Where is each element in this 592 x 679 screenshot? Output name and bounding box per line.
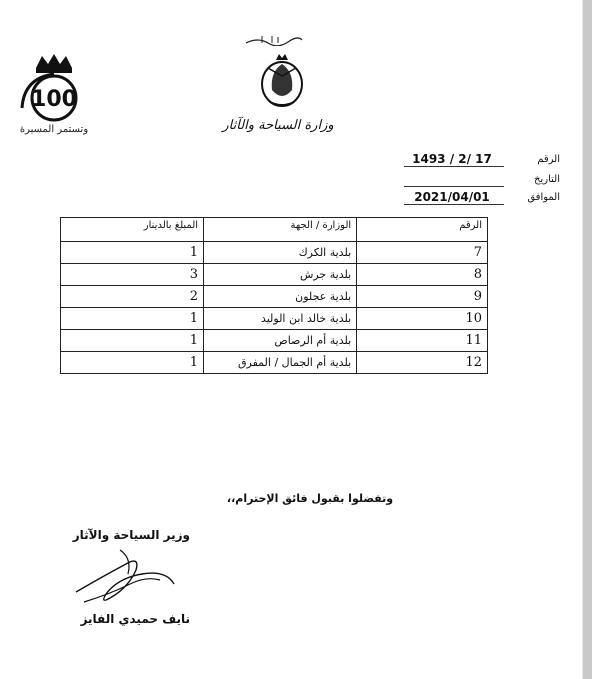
table-row bbox=[61, 330, 488, 352]
scan-edge bbox=[583, 0, 592, 679]
row-amount: 3 bbox=[61, 264, 204, 286]
row-entity: بلدية الكرك bbox=[204, 242, 357, 264]
reference-date-row bbox=[380, 172, 560, 190]
bismillah-calligraphy bbox=[244, 34, 304, 46]
row-amount: 1 bbox=[61, 242, 204, 264]
row-number: 10 bbox=[357, 308, 488, 330]
signatory-name: نايف حميدي الفايز bbox=[80, 612, 190, 626]
header-amount: المبلغ بالدينار bbox=[61, 218, 204, 242]
row-amount: 2 bbox=[61, 286, 204, 308]
reference-date-line bbox=[404, 186, 504, 187]
row-amount: 1 bbox=[61, 352, 204, 374]
table-row bbox=[61, 352, 488, 374]
reference-number-row bbox=[380, 152, 560, 170]
reference-corresponding-value: 2021/04/01 bbox=[414, 190, 490, 204]
row-amount: 1 bbox=[61, 308, 204, 330]
header-entity: الوزارة / الجهة bbox=[204, 218, 357, 242]
row-number: 7 bbox=[357, 242, 488, 264]
reference-number-line bbox=[404, 166, 504, 167]
row-number: 11 bbox=[357, 330, 488, 352]
table-row bbox=[61, 264, 488, 286]
header-number: الرقم bbox=[357, 218, 488, 242]
row-amount: 1 bbox=[61, 330, 204, 352]
coat-of-arms-icon bbox=[258, 52, 306, 108]
reference-corresponding-row bbox=[380, 190, 560, 208]
logo-number: 100 bbox=[31, 87, 77, 112]
row-entity: بلدية أم الجمال / المفرق bbox=[204, 352, 357, 374]
reference-number-value: 1493 / 2/ 17 bbox=[412, 152, 492, 166]
logo-tagline: وتستمر المسيرة bbox=[19, 124, 89, 135]
allocation-table bbox=[60, 217, 488, 374]
row-entity: بلدية خالد ابن الوليد bbox=[204, 308, 357, 330]
row-number: 9 bbox=[357, 286, 488, 308]
row-entity: بلدية عجلون bbox=[204, 286, 357, 308]
table-header-row bbox=[61, 218, 488, 242]
closing-salutation: وتفضلوا بقبول فائق الإحترام،، bbox=[226, 492, 394, 505]
table-row bbox=[61, 308, 488, 330]
reference-corresponding-label: الموافق bbox=[527, 192, 560, 203]
reference-date-label: التاريخ bbox=[534, 174, 560, 185]
row-entity: بلدية جرش bbox=[204, 264, 357, 286]
reference-number-label: الرقم bbox=[537, 154, 560, 165]
row-number: 12 bbox=[357, 352, 488, 374]
reference-corresponding-line bbox=[404, 204, 504, 205]
handwritten-signature bbox=[70, 544, 180, 610]
signatory-title: وزير السياحة والآثار bbox=[72, 528, 190, 542]
row-entity: بلدية أم الرصاص bbox=[204, 330, 357, 352]
row-number: 8 bbox=[357, 264, 488, 286]
table-row bbox=[61, 242, 488, 264]
table-row bbox=[61, 286, 488, 308]
ministry-name: وزارة السياحة والآثار bbox=[222, 118, 334, 133]
